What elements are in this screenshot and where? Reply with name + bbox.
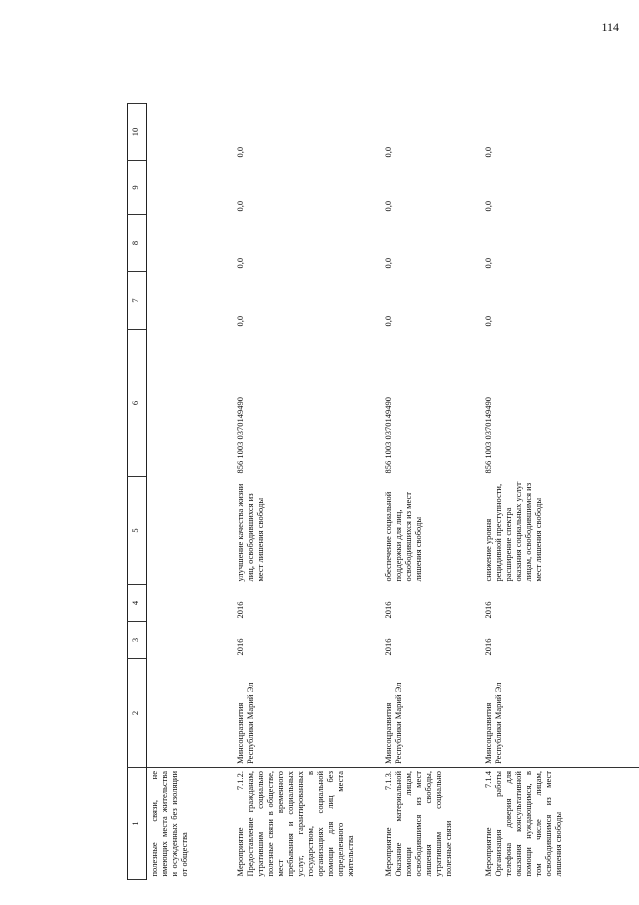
value-cell-9: 0,0 bbox=[482, 200, 493, 212]
expected-result-cell: улучшение качества жизни лиц, освободившихся из мест лишения свободы bbox=[234, 483, 265, 582]
budget-code-cell: 856 1003 0370149490 bbox=[382, 397, 393, 474]
value-cell-9: 0,0 bbox=[234, 200, 245, 212]
value-cell-8: 0,0 bbox=[482, 257, 493, 269]
executor-cell: Минсоцразвития Республики Марий Эл bbox=[482, 682, 503, 764]
executor-cell: Минсоцразвития Республики Марий Эл bbox=[382, 682, 403, 764]
end-year-cell: 2016 bbox=[382, 601, 393, 619]
header-row bbox=[128, 104, 147, 880]
budget-code-cell: 856 1003 0370149490 bbox=[234, 397, 245, 474]
header-col-3: 3 bbox=[128, 622, 147, 659]
expected-result-cell: обеспечение социальной поддержки для лиц, освободившихся из мест лишения свободы bbox=[382, 491, 423, 582]
header-col-5: 5 bbox=[128, 477, 147, 585]
start-year-cell bbox=[147, 622, 233, 659]
header-col-1: 1 bbox=[128, 768, 147, 880]
budget-code-cell bbox=[147, 330, 233, 477]
executor-cell: Минсоцразвития Республики Марий Эл bbox=[234, 682, 255, 764]
value-cell-9: 0,0 bbox=[382, 200, 393, 212]
start-year-cell: 2016 bbox=[234, 638, 245, 656]
header-col-7: 7 bbox=[128, 272, 147, 330]
end-year-cell bbox=[147, 585, 233, 622]
value-cell-7: 0,0 bbox=[382, 315, 393, 327]
executor-cell bbox=[147, 659, 233, 768]
expected-result-cell bbox=[147, 477, 233, 585]
start-year-cell: 2016 bbox=[382, 638, 393, 656]
value-cell-8 bbox=[147, 215, 233, 272]
value-cell-10: 0,0 bbox=[234, 146, 245, 158]
activity-cell: Мероприятие 7.1.4 Организация работы телефона доверия для оказания консультативной помощи нуждающимся, в том числе лицам, освободившимся из мест лишения свободы bbox=[481, 768, 639, 880]
value-cell-8: 0,0 bbox=[234, 257, 245, 269]
header-col-10: 10 bbox=[128, 104, 147, 161]
value-cell-9 bbox=[147, 161, 233, 215]
program-activities-table bbox=[127, 103, 639, 880]
value-cell-7 bbox=[147, 272, 233, 330]
expected-result-cell: снижение уровня рецидивной преступности, расширение спектра оказания социальных услуг лицам, освободившимся из мест лишения свободы bbox=[482, 481, 543, 582]
header-col-8: 8 bbox=[128, 215, 147, 272]
header-col-9: 9 bbox=[128, 161, 147, 215]
activity-cell: Мероприятие 7.1.3. Оказание материальной помощи лицам, освободившимся из мест лишения свободы, утратившим социально полезные связи bbox=[381, 768, 481, 880]
activity-cell: полезные связи, не имеющих места жительства и осужденных без изоляции от общества bbox=[147, 768, 233, 880]
table-row bbox=[147, 104, 233, 880]
end-year-cell: 2016 bbox=[482, 601, 493, 619]
table-row bbox=[481, 104, 639, 880]
start-year-cell: 2016 bbox=[482, 638, 493, 656]
value-cell-7: 0,0 bbox=[482, 315, 493, 327]
table-row bbox=[233, 104, 381, 880]
table-row bbox=[381, 104, 481, 880]
header-col-6: 6 bbox=[128, 330, 147, 477]
value-cell-8: 0,0 bbox=[382, 257, 393, 269]
value-cell-10 bbox=[147, 104, 233, 161]
value-cell-7: 0,0 bbox=[234, 315, 245, 327]
header-col-2: 2 bbox=[128, 659, 147, 768]
end-year-cell: 2016 bbox=[234, 601, 245, 619]
page-number: 114 bbox=[601, 20, 619, 34]
rotated-table-frame bbox=[127, 104, 639, 880]
value-cell-10: 0,0 bbox=[382, 146, 393, 158]
budget-code-cell: 856 1003 0370149490 bbox=[482, 397, 493, 474]
header-col-4: 4 bbox=[128, 585, 147, 622]
value-cell-10: 0,0 bbox=[482, 146, 493, 158]
activity-cell: Мероприятие 7.1.2. Предоставление гражданам, утратившим социально полезные связи в обществе, мест временного пребывания и социальных услуг, гарантированных государством, в организациях социальной помощи для лиц без определенного места жительства bbox=[233, 768, 381, 880]
